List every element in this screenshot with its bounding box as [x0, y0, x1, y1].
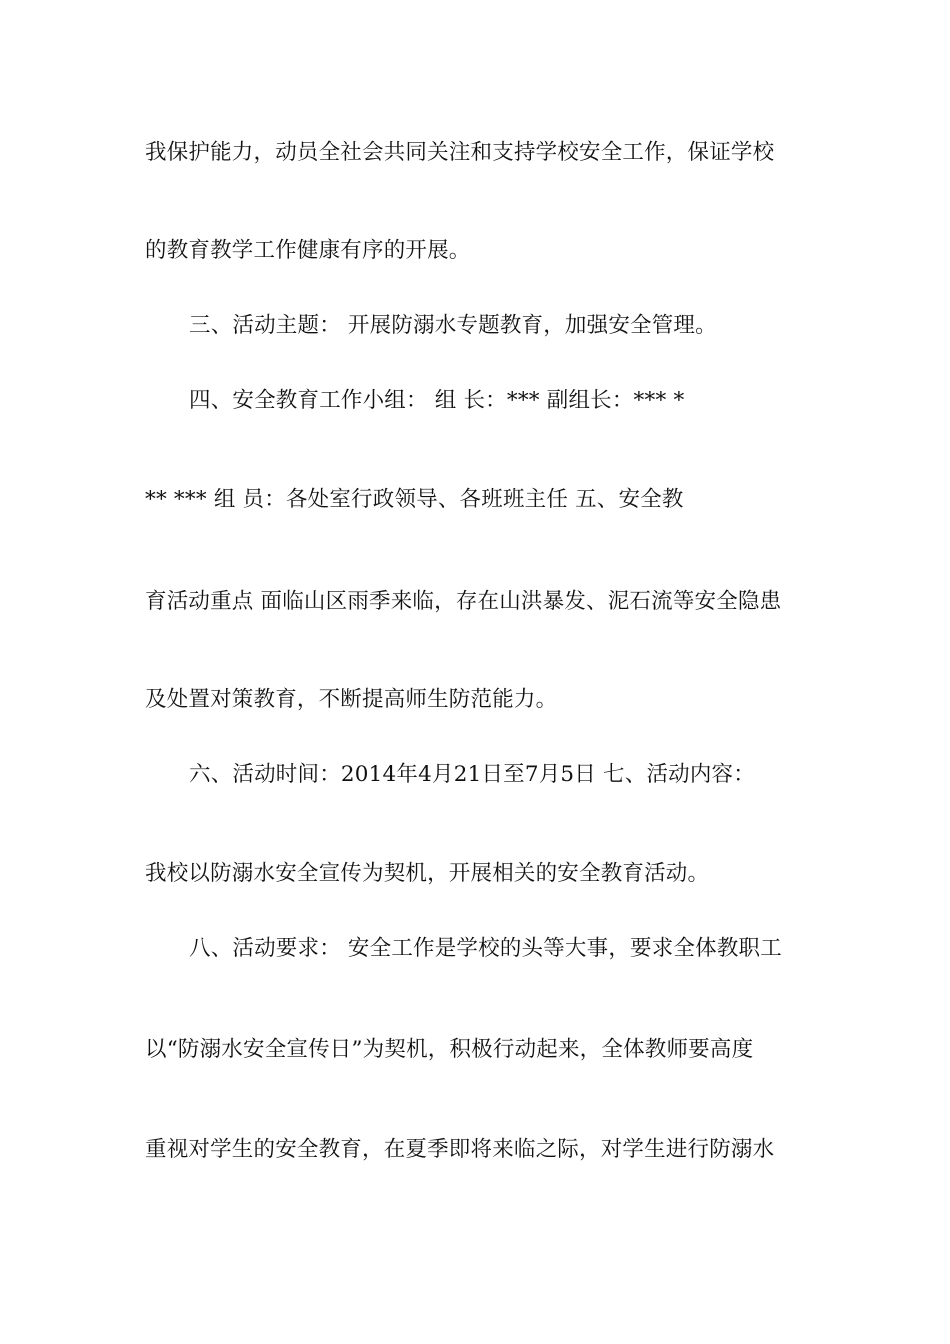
text-line: 育活动重点 面临山区雨季来临，存在山洪暴发、泥石流等安全隐患	[145, 589, 782, 614]
text-line: 重视对学生的安全教育，在夏季即将来临之际，对学生进行防溺水	[145, 1137, 775, 1162]
text-line: 四、安全教育工作小组： 组 长：*** 副组长：*** *	[189, 388, 685, 413]
text-line: 我校以防溺水安全宣传为契机，开展相关的安全教育活动。	[145, 861, 710, 886]
text-line: 六、活动时间：2014年4月21日至7月5日 七、活动内容：	[189, 762, 755, 787]
text-line: 以“防溺水安全宣传日”为契机，积极行动起来，全体教师要高度	[145, 1037, 754, 1062]
text-line: ** *** 组 员：各处室行政领导、各班班主任 五、安全教	[145, 487, 684, 512]
text-line: 三、活动主题： 开展防溺水专题教育，加强安全管理。	[189, 313, 717, 338]
text-line: 八、活动要求： 安全工作是学校的头等大事，要求全体教职工	[189, 936, 782, 961]
text-line: 的教育教学工作健康有序的开展。	[145, 238, 471, 263]
text-line: 及处置对策教育，不断提高师生防范能力。	[145, 687, 558, 712]
text-line: 我保护能力，动员全社会共同关注和支持学校安全工作，保证学校	[145, 140, 775, 165]
